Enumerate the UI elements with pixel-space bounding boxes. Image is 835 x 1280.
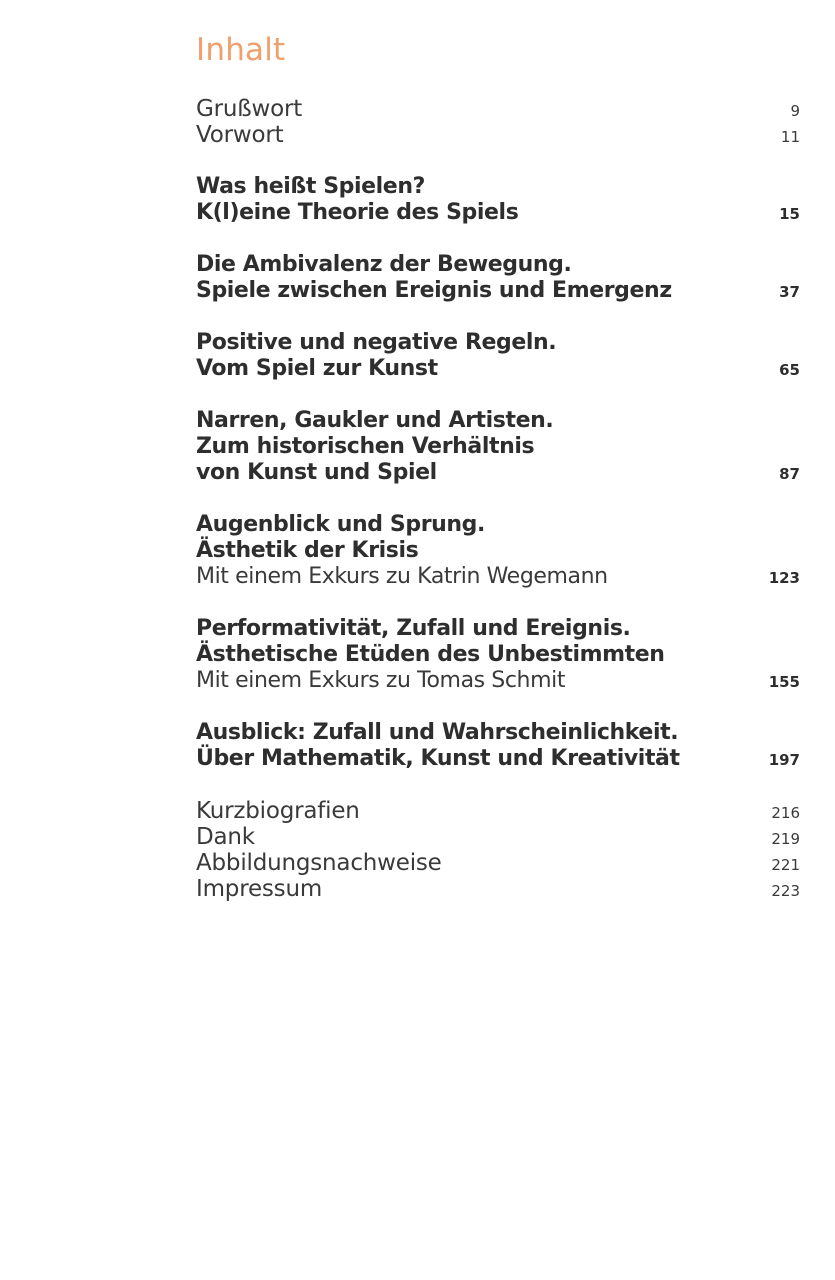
chapter-title-line: Vom Spiel zur Kunst xyxy=(196,356,438,381)
chapter-line xyxy=(196,538,800,564)
toc-chapter[interactable] xyxy=(196,512,800,590)
toc-chapter[interactable] xyxy=(196,408,800,486)
toc-chapter[interactable] xyxy=(196,330,800,382)
chapter-title-line: Ästhetische Etüden des Unbestimmten xyxy=(196,642,665,667)
table-of-contents xyxy=(196,96,800,928)
toc-chapter[interactable] xyxy=(196,720,800,772)
chapter-line xyxy=(196,174,800,200)
chapter-line xyxy=(196,434,800,460)
toc-entry-page: 221 xyxy=(771,856,800,874)
toc-entry-dank[interactable] xyxy=(196,824,800,850)
chapter-page: 197 xyxy=(768,751,800,769)
chapter-line xyxy=(196,512,800,538)
chapter-title-line: Zum historischen Verhältnis xyxy=(196,434,535,459)
chapter-title-line: Was heißt Spielen? xyxy=(196,174,425,199)
chapter-title-line: Performativität, Zufall und Ereignis. xyxy=(196,616,631,641)
toc-entry-label: Kurzbiografien xyxy=(196,798,360,824)
chapter-line xyxy=(196,330,800,356)
toc-entry-page: 216 xyxy=(771,804,800,822)
toc-chapter[interactable] xyxy=(196,252,800,304)
toc-entry-page: 9 xyxy=(790,102,800,120)
chapter-title-line: Positive und negative Regeln. xyxy=(196,330,557,355)
chapter-line xyxy=(196,252,800,278)
chapter-title-line: Über Mathematik, Kunst und Kreativität xyxy=(196,746,680,771)
chapter-title-line: K(l)eine Theorie des Spiels xyxy=(196,200,519,225)
chapter-page: 155 xyxy=(768,673,800,691)
toc-entry-label: Grußwort xyxy=(196,96,303,122)
toc-chapter[interactable] xyxy=(196,174,800,226)
chapter-page: 15 xyxy=(779,205,800,223)
chapter-title-line: Spiele zwischen Ereignis und Emergenz xyxy=(196,278,672,303)
chapter-line xyxy=(196,616,800,642)
chapter-title-line: Ästhetik der Krisis xyxy=(196,538,419,563)
chapter-line xyxy=(196,746,800,772)
chapter-subtitle: Mit einem Exkurs zu Katrin Wegemann xyxy=(196,564,608,589)
chapter-page: 123 xyxy=(768,569,800,587)
back-matter-group xyxy=(196,798,800,902)
page-title: Inhalt xyxy=(196,32,286,68)
toc-entry-page: 223 xyxy=(771,882,800,900)
toc-entry-abbildungsnachweise[interactable] xyxy=(196,850,800,876)
chapter-line xyxy=(196,356,800,382)
toc-entry-grusswort[interactable] xyxy=(196,96,800,122)
toc-entry-impressum[interactable] xyxy=(196,876,800,902)
chapter-page: 87 xyxy=(779,465,800,483)
chapter-line xyxy=(196,564,800,590)
chapter-page: 65 xyxy=(779,361,800,379)
chapter-line xyxy=(196,408,800,434)
chapter-line xyxy=(196,278,800,304)
chapter-page: 37 xyxy=(779,283,800,301)
toc-entry-page: 11 xyxy=(780,128,800,146)
toc-entry-label: Vorwort xyxy=(196,122,284,148)
toc-entry-label: Dank xyxy=(196,824,255,850)
chapter-title-line: Augenblick und Sprung. xyxy=(196,512,485,537)
toc-entry-vorwort[interactable] xyxy=(196,122,800,148)
toc-chapter[interactable] xyxy=(196,616,800,694)
chapter-line xyxy=(196,642,800,668)
chapter-line xyxy=(196,668,800,694)
chapter-title-line: Narren, Gaukler und Artisten. xyxy=(196,408,554,433)
chapter-title-line: Die Ambivalenz der Bewegung. xyxy=(196,252,572,277)
front-matter-group xyxy=(196,96,800,148)
toc-entry-page: 219 xyxy=(771,830,800,848)
chapter-line xyxy=(196,460,800,486)
chapter-subtitle: Mit einem Exkurs zu Tomas Schmit xyxy=(196,668,566,693)
toc-entry-kurzbiografien[interactable] xyxy=(196,798,800,824)
toc-entry-label: Impressum xyxy=(196,876,323,902)
toc-entry-label: Abbildungsnachweise xyxy=(196,850,442,876)
chapter-line xyxy=(196,200,800,226)
chapter-title-line: von Kunst und Spiel xyxy=(196,460,437,485)
chapter-title-line: Ausblick: Zufall und Wahrscheinlichkeit. xyxy=(196,720,679,745)
chapter-line xyxy=(196,720,800,746)
